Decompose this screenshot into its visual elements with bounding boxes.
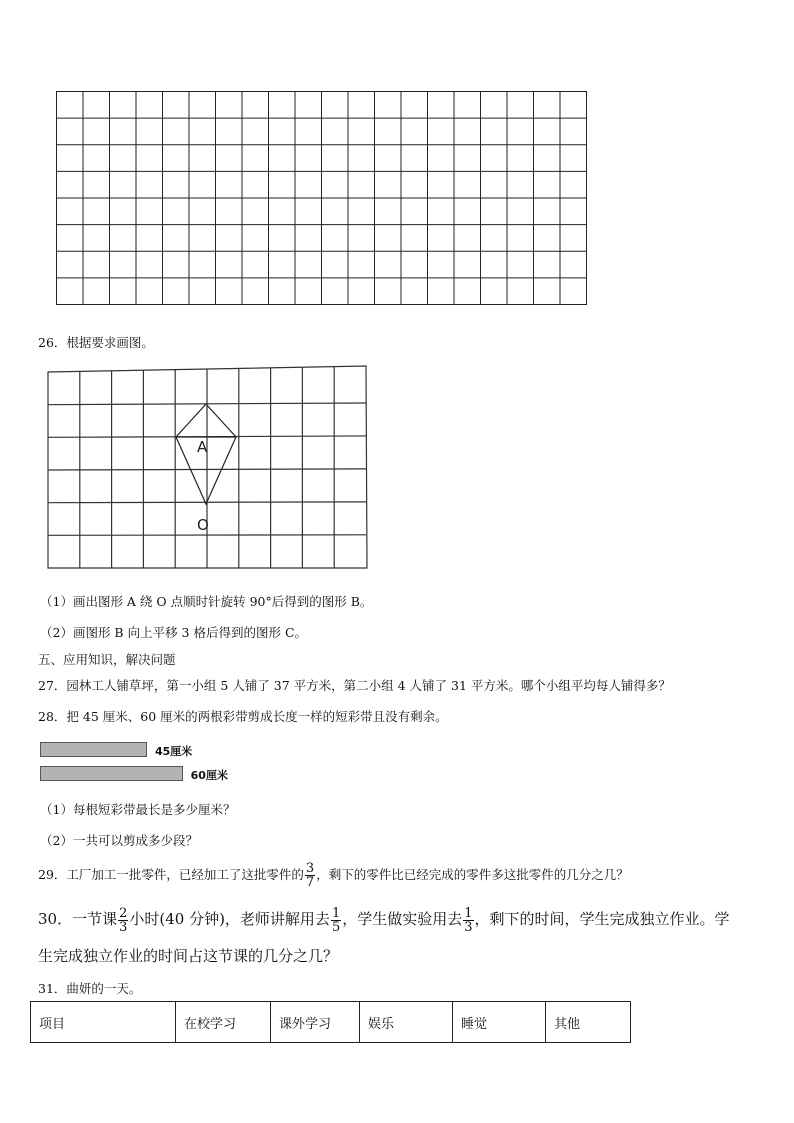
top-grid: [56, 91, 588, 307]
q28-text: 28．把 45 厘米、60 厘米的两根彩带剪成长度一样的短彩带且没有剩余。: [38, 709, 448, 724]
q31-table: [30, 1001, 631, 1043]
q30-fraction-2: $\frac{1}{5}$: [331, 905, 341, 935]
q26-part2: （2）画图形 B 向上平移 3 格后得到的图形 C。: [40, 625, 308, 640]
table-cell: 项目: [31, 1002, 176, 1043]
q28-part1: （1）每根短彩带最长是多少厘米？: [40, 802, 236, 817]
q31-title: 31．曲妍的一天。: [38, 981, 142, 996]
ribbon-60cm-label: 60厘米: [190, 769, 228, 782]
q28-part2: （2）一共可以剪成多少段？: [40, 833, 198, 848]
q26-grid-figure: [46, 364, 370, 572]
q26-title: 26．根据要求画图。: [38, 335, 154, 350]
table-cell: 课外学习: [271, 1002, 360, 1043]
label-a: A: [197, 438, 208, 456]
table-cell: 其他: [546, 1002, 631, 1043]
table-cell: 睡觉: [453, 1002, 546, 1043]
q27-text: 27．园林工人铺草坪，第一小组 5 人铺了 37 平方米，第二小组 4 人铺了 31 平方米。哪个小组平均每人铺得多？: [38, 678, 671, 693]
q30-line1: 30．一节课 $\frac{2}{3}$ 小时(40 分钟)，老师讲解用去 $\frac{1}{5}$ ，学生做实验用去 $\frac{1}{3}$ ，剩下的时间，学生完成独立作业。学: [38, 905, 730, 935]
q30-fraction-1: $\frac{2}{3}$: [119, 905, 128, 935]
table-cell: 娱乐: [360, 1002, 453, 1043]
section-5-heading: 五、应用知识，解决问题: [38, 652, 176, 667]
ribbon-60cm-bar: [40, 766, 183, 781]
q30-line2: 生完成独立作业的时间占这节课的几分之几？: [38, 947, 339, 965]
table-cell: 在校学习: [176, 1002, 271, 1043]
ribbon-45cm-label: 45厘米: [155, 745, 193, 758]
label-o: O: [197, 516, 209, 534]
ribbon-45cm-bar: [40, 742, 147, 757]
table-row: [31, 1002, 631, 1043]
q29-fraction: $\frac{3}{7}$: [305, 861, 315, 890]
q29-text: 29．工厂加工一批零件，已经加工了这批零件的 $\frac{3}{7}$ ，剩下的零件比已经完成的零件多这批零件的几分之几？: [38, 861, 629, 890]
q30-fraction-3: $\frac{1}{3}$: [464, 905, 473, 935]
q26-part1: （1）画出图形 A 绕 O 点顺时针旋转 90°后得到的图形 B。: [40, 594, 373, 609]
